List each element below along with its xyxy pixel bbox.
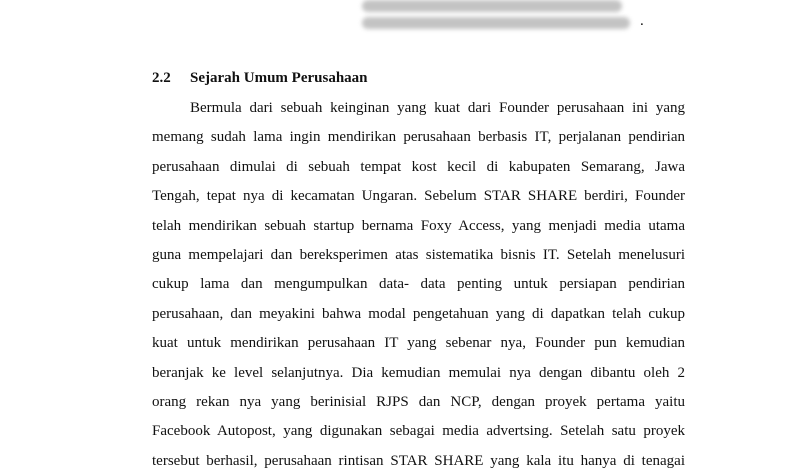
paragraph-line: beranjak ke level selanjutnya. Dia kemudian memulai nya dengan dibantu oleh 2 [152, 364, 685, 381]
paragraph-line: perusahaan dimulai di sebuah tempat kost kecil di kabupaten Semarang, Jawa [152, 158, 685, 175]
section-heading [152, 68, 368, 88]
paragraph-line: telah mendirikan sebuah startup bernama Foxy Access, yang menjadi media utama [152, 217, 685, 234]
paragraph-line: perusahaan, dan meyakini bahwa modal pengetahuan yang di dapatkan telah cukup [152, 305, 685, 322]
redacted-address-block [352, 0, 642, 36]
paragraph-line: Bermula dari sebuah keinginan yang kuat dari Founder perusahaan ini yang [190, 100, 685, 116]
paragraph-line: cukup lama dan mengumpulkan data- data penting untuk persiapan pendirian [152, 276, 685, 293]
paragraph-line: Facebook Autopost, yang digunakan sebagai media advertsing. Setelah satu proyek [152, 423, 685, 440]
paragraph-line: orang rekan nya yang berinisial RJPS dan NCP, dengan proyek pertama yaitu [152, 393, 685, 410]
paragraph-line: Tengah, tepat nya di kecamatan Ungaran. Sebelum STAR SHARE berdiri, Founder [152, 188, 685, 205]
paragraph-line: memang sudah lama ingin mendirikan perusahaan berbasis IT, perjalanan pendirian [152, 129, 685, 146]
paragraph-line: guna mempelajari dan bereksperimen atas sistematika bisnis IT. Setelah menelusuri [152, 246, 685, 263]
paragraph-line: kuat untuk mendirikan perusahaan IT yang sebenar nya, Founder pun kemudian [152, 335, 685, 352]
redacted-line [362, 17, 630, 29]
address-trailing-period: . [640, 13, 644, 29]
section-title: Sejarah Umum Perusahaan [190, 70, 368, 86]
section-number: 2.2 [152, 70, 171, 86]
section-paragraph [152, 94, 685, 476]
paragraph-line: tersebut berhasil, perusahaan rintisan STAR SHARE yang kala itu hanya di tenagai [152, 452, 685, 469]
redacted-line [362, 0, 622, 12]
